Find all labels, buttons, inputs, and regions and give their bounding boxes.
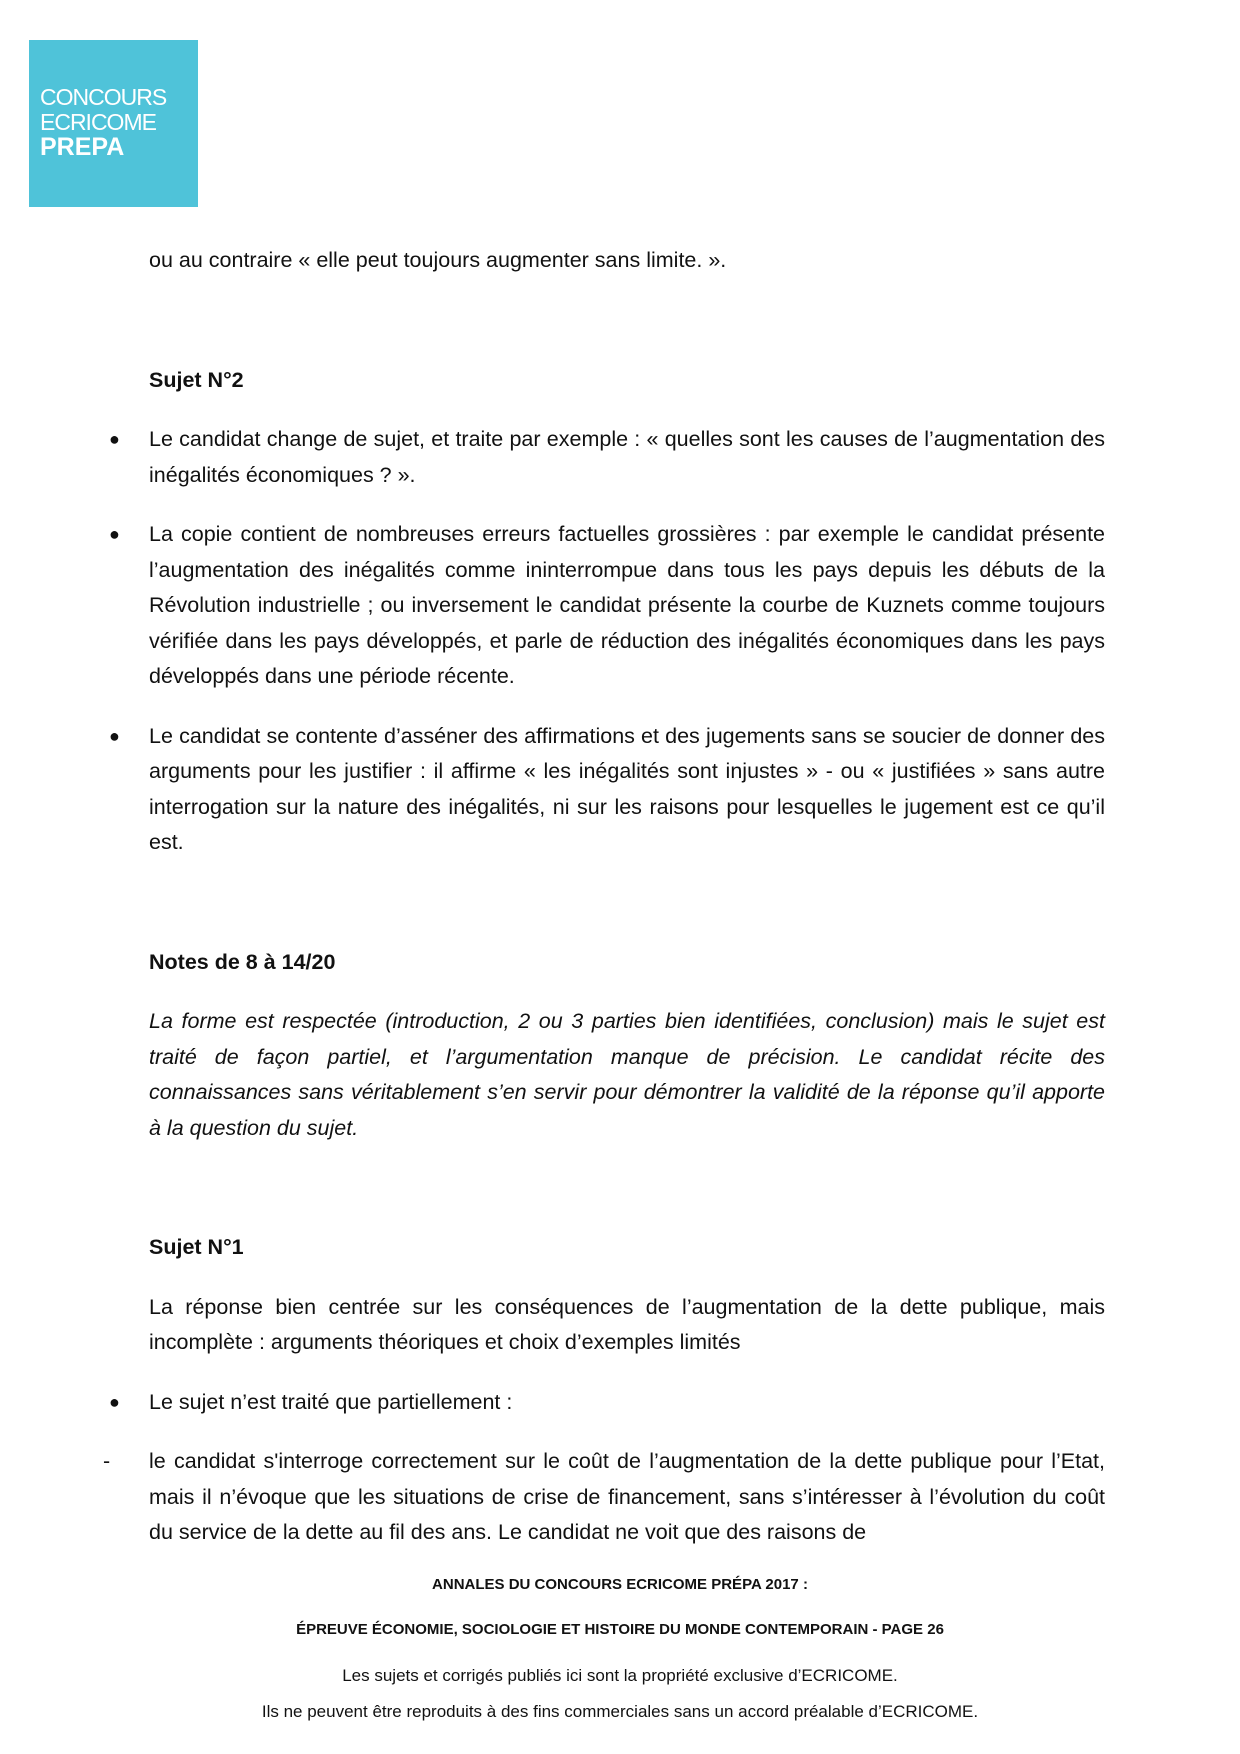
footer-copyright: Les sujets et corrigés publiés ici sont la propriété exclusive d’ECRICOME.: [342, 1666, 898, 1685]
logo-text-ecricome: ECRICOME: [40, 109, 156, 135]
bullet-marker: ●: [109, 524, 120, 544]
list-item: [109, 719, 1105, 861]
notes-description: La forme est respectée (introduction, 2 ou 3 parties bien identifiées, conclusion) mais le sujet est traité de façon partiel, et l’argumentation manque de précision. Le candidat récite des connaissances sans véritablement s’en servir pour démontrer la validité de la réponse qu’il apporte à la question du sujet.: [149, 1009, 1105, 1140]
section-heading-notes: Notes de 8 à 14/20: [149, 949, 336, 974]
list-item: [109, 517, 1105, 695]
list-item: [109, 422, 1105, 493]
list-item-text: La copie contient de nombreuses erreurs factuelles grossières : par exemple le candidat présente l’augmentation des inégalités comme ininterrompue dans tous les pays depuis les débuts de la Révolution industrielle ; ou inversement le candidat présente la courbe de Kuznets comme toujours vérifiée dans les pays développés, et parle de réduction des inégalités économiques dans les pays développés dans une période récente.: [149, 522, 1105, 688]
footer-notice: Ils ne peuvent être reproduits à des fins commerciales sans un accord préalable d’ECRICOME.: [261, 1702, 979, 1721]
logo-text-concours: CONCOURS: [40, 84, 167, 110]
logo-text-prepa: PREPA: [40, 133, 125, 161]
dash-marker: -: [103, 1449, 111, 1473]
dash-list-item: [103, 1444, 1105, 1551]
bullet-marker: ●: [109, 725, 120, 746]
dash-list-item-text: le candidat s'interroge correctement sur le coût de l’augmentation de la dette publique pour l’Etat, mais il n’évoque que les situations de crise de financement, sans s’intéresser à l’évolution du coût du service de la dette au fil des ans. Le candidat ne voit que des raisons de: [149, 1449, 1105, 1544]
sujet-1-paragraph: La réponse bien centrée sur les conséquences de l’augmentation de la dette publique, mais incomplète : arguments théoriques et choix d’exemples limités: [149, 1294, 1105, 1354]
list-item: [109, 1385, 1105, 1421]
bullet-marker: ●: [109, 429, 120, 449]
section-heading-sujet-2: Sujet N°2: [149, 367, 244, 392]
footer-subtitle: ÉPREUVE ÉCONOMIE, SOCIOLOGIE ET HISTOIRE DU MONDE CONTEMPORAIN - PAGE 26: [296, 1621, 944, 1638]
footer-title: ANNALES DU CONCOURS ECRICOME PRÉPA 2017 :: [432, 1576, 808, 1593]
section-heading-sujet-1: Sujet N°1: [149, 1235, 244, 1259]
bullet-marker: ●: [109, 1391, 120, 1412]
list-item-text: Le candidat change de sujet, et traite par exemple : « quelles sont les causes de l’augmentation des inégalités économiques ? ».: [149, 427, 1105, 487]
document-body: [103, 243, 1105, 1551]
ecricome-logo: [29, 40, 198, 207]
intro-paragraph: ou au contraire « elle peut toujours augmenter sans limite. ».: [149, 248, 727, 272]
list-item-text: Le sujet n’est traité que partiellement :: [149, 1389, 513, 1414]
list-item-text: Le candidat se contente d’asséner des affirmations et des jugements sans se soucier de donner des arguments pour les justifier : il affirme « les inégalités sont injustes » - ou « justifiées » sans autre interrogation sur la nature des inégalités, ni sur les raisons pour lesquelles le jugement est ce qu’il est.: [149, 723, 1105, 854]
